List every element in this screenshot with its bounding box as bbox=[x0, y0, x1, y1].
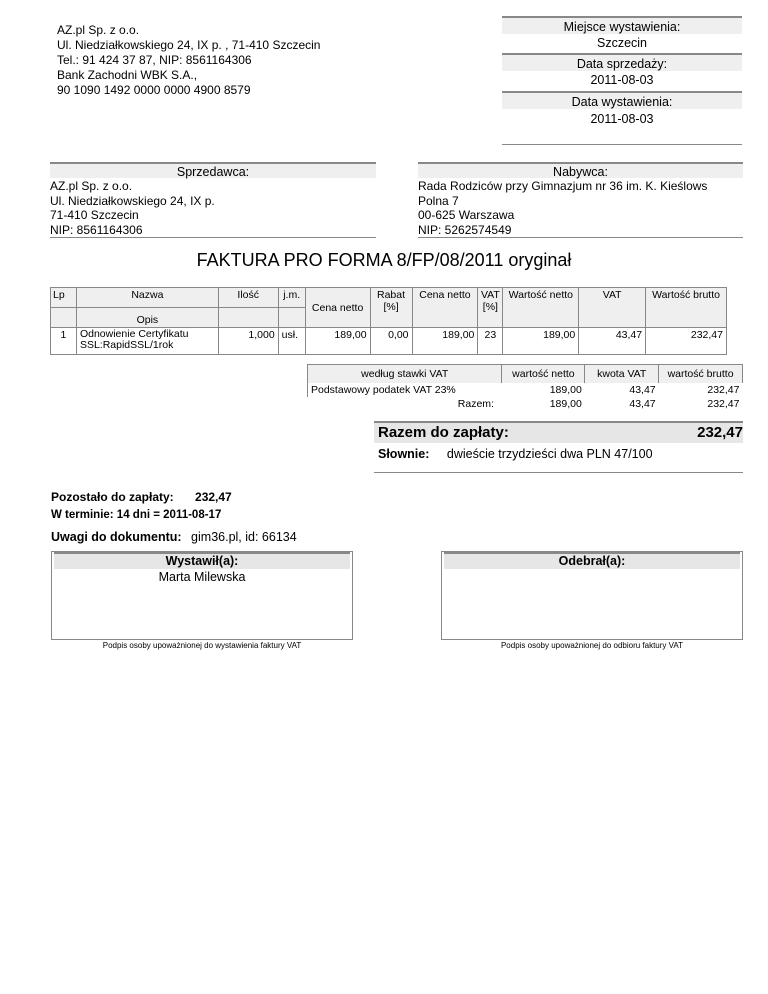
row-name: Odnowienie Certyfikatu SSL:RapidSSL/1rok bbox=[76, 328, 218, 355]
total-to-pay-label: Razem do zapłaty: bbox=[378, 424, 509, 441]
buyer-city: 00-625 Warszawa bbox=[418, 208, 515, 222]
received-by-box bbox=[441, 551, 743, 640]
row-vat-amount: 43,47 bbox=[579, 328, 646, 355]
issued-by-note: Podpis osoby upoważnionej do wystawienia faktury VAT bbox=[102, 641, 302, 650]
sale-date-label: Data sprzedaży: bbox=[502, 53, 742, 71]
col-vat-amount: VAT bbox=[579, 288, 646, 328]
vat-total-gross: 232,47 bbox=[707, 397, 740, 410]
col-qty: Ilość bbox=[218, 288, 278, 308]
issue-date-box bbox=[502, 91, 742, 145]
remaining-value: 232,47 bbox=[195, 490, 232, 504]
seller-nip: NIP: 8561164306 bbox=[50, 222, 143, 237]
buyer-label: Nabywca: bbox=[418, 162, 743, 178]
col-gross-value: Wartość brutto bbox=[646, 288, 727, 328]
sale-date-value: 2011-08-03 bbox=[590, 73, 654, 87]
row-qty: 1,000 bbox=[218, 328, 278, 355]
vat-row-rate: Podstawowy podatek VAT 23% bbox=[308, 383, 502, 397]
table-row bbox=[308, 383, 743, 397]
buyer-name: Rada Rodziców przy Gimnazjum nr 36 im. K. Kieślows bbox=[418, 179, 708, 193]
seller-street: Ul. Niedziałkowskiego 24, IX p. bbox=[50, 193, 215, 208]
col-net-price: Cena netto bbox=[305, 288, 370, 328]
issuer-address: Ul. Niedziałkowskiego 24, IX p. , 71-410 Szczecin bbox=[57, 38, 321, 52]
vat-total-vat: 43,47 bbox=[629, 397, 656, 410]
table-row bbox=[308, 397, 743, 411]
amount-in-words bbox=[378, 447, 653, 461]
issued-by-box bbox=[51, 551, 353, 640]
row-net-value: 189,00 bbox=[503, 328, 579, 355]
buyer-street: Polna 7 bbox=[418, 193, 459, 208]
document-title: FAKTURA PRO FORMA 8/FP/08/2011 oryginał bbox=[196, 250, 572, 270]
items-table bbox=[50, 287, 727, 355]
total-to-pay bbox=[374, 421, 743, 443]
issue-date-value: 2011-08-03 bbox=[502, 109, 742, 145]
vat-col-net: wartość netto bbox=[502, 365, 585, 383]
divider bbox=[374, 472, 743, 473]
issuer-account: 90 1090 1492 0000 0000 4900 8579 bbox=[57, 83, 251, 97]
col-net-value: Wartość netto bbox=[503, 288, 579, 328]
notes-label: Uwagi do dokumentu: bbox=[51, 530, 182, 544]
sale-date-box bbox=[502, 53, 742, 91]
col-name: Nazwa bbox=[76, 288, 218, 308]
vat-col-gross: wartość brutto bbox=[659, 365, 743, 383]
seller-label: Sprzedawca: bbox=[50, 162, 376, 178]
buyer-nip: NIP: 5262574549 bbox=[418, 222, 512, 237]
remaining-label: Pozostało do zapłaty: bbox=[51, 490, 174, 504]
issue-place-label: Miejsce wystawienia: bbox=[502, 16, 742, 34]
issuer-bank: Bank Zachodni WBK S.A., bbox=[57, 68, 198, 82]
col-lp: Lp bbox=[51, 288, 77, 308]
vat-total-net: 189,00 bbox=[549, 397, 582, 410]
col-desc: Opis bbox=[76, 308, 218, 328]
issuer-contact: Tel.: 91 424 37 87, NIP: 8561164306 bbox=[57, 53, 252, 67]
row-unit: usł. bbox=[278, 328, 305, 355]
row-vat-rate: 23 bbox=[478, 328, 503, 355]
issue-place-box bbox=[502, 16, 742, 54]
total-to-pay-value: 232,47 bbox=[697, 424, 743, 441]
words-label: Słownie: bbox=[378, 447, 430, 461]
payment-term: W terminie: 14 dni = 2011-08-17 bbox=[51, 509, 222, 521]
vat-row-vat: 43,47 bbox=[629, 383, 656, 396]
words-value: dwieście trzydzieści dwa PLN 47/100 bbox=[446, 447, 653, 461]
remaining-to-pay bbox=[51, 490, 232, 504]
vat-row-gross: 232,47 bbox=[707, 383, 740, 396]
issuer-name: AZ.pl Sp. z o.o. bbox=[57, 23, 140, 37]
vat-summary-table bbox=[307, 364, 743, 411]
document-notes bbox=[51, 530, 297, 544]
issued-by-label: Wystawił(a): bbox=[54, 552, 350, 569]
col-net-price-after: Cena netto bbox=[412, 288, 478, 328]
vat-total-label: Razem: bbox=[457, 397, 494, 410]
issued-by-name: Marta Milewska bbox=[158, 570, 246, 584]
issue-place-value: Szczecin bbox=[596, 36, 648, 50]
row-net-price: 189,00 bbox=[305, 328, 370, 355]
vat-col-vat: kwota VAT bbox=[585, 365, 659, 383]
issue-date-label: Data wystawienia: bbox=[502, 91, 742, 109]
notes-value: gim36.pl, id: 66134 bbox=[191, 530, 297, 544]
table-row bbox=[51, 328, 727, 355]
col-unit: j.m. bbox=[278, 288, 305, 308]
vat-row-net: 189,00 bbox=[549, 383, 582, 396]
col-discount: Rabat [%] bbox=[370, 288, 412, 328]
row-gross-value: 232,47 bbox=[646, 328, 727, 355]
col-vat-rate: VAT [%] bbox=[478, 288, 503, 328]
seller-block bbox=[50, 162, 376, 238]
row-lp: 1 bbox=[51, 328, 77, 355]
row-discount: 0,00 bbox=[370, 328, 412, 355]
received-by-note: Podpis osoby upoważnionej do odbioru faktury VAT bbox=[500, 641, 684, 650]
issuer-header bbox=[57, 23, 320, 98]
received-by-label: Odebrał(a): bbox=[444, 552, 740, 569]
vat-col-rate: według stawki VAT bbox=[308, 365, 502, 383]
row-net-price-after: 189,00 bbox=[412, 328, 478, 355]
seller-name: AZ.pl Sp. z o.o. bbox=[50, 179, 133, 193]
buyer-block bbox=[418, 162, 743, 238]
seller-city: 71-410 Szczecin bbox=[50, 208, 139, 222]
